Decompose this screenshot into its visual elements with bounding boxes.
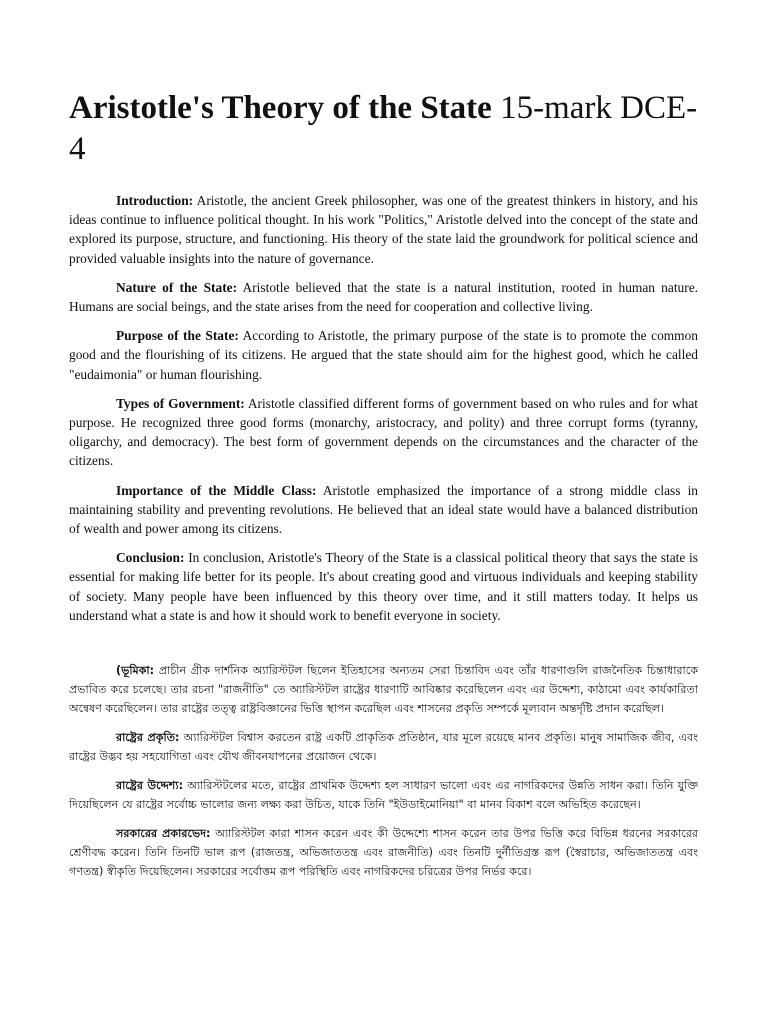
title-main: Aristotle's Theory of the State <box>69 90 492 126</box>
paragraph-heading: Nature of the State: <box>116 279 238 295</box>
paragraph-heading: Importance of the Middle Class: <box>116 482 317 498</box>
bengali-paragraph-introduction <box>69 661 698 718</box>
paragraph-body: Aristotle emphasized the importance of a strong middle class in maintaining stability and preventing revolutions. He believed that an ideal state would have a balanced distribution of wealth and power among its citizens. <box>69 482 698 537</box>
bengali-paragraph-heading: রাষ্ট্রের উদ্দেশ্য: <box>116 779 184 793</box>
paragraph-nature-of-state <box>69 278 698 316</box>
bengali-paragraph-purpose-of-state <box>69 776 698 814</box>
paragraph-heading: Purpose of the State: <box>116 328 239 344</box>
bengali-paragraph-heading: (ভূমিকা: <box>116 664 155 678</box>
bengali-paragraph-nature-of-state <box>69 728 698 766</box>
paragraph-middle-class <box>69 481 698 539</box>
bengali-paragraph-body: অ্যারিস্টটল কারা শাসন করেন এবং কী উদ্দেশ্যে শাসন করেন তার উপর ভিত্তি করে বিভিন্ন ধরনের সরকারের শ্রেণীবদ্ধ করেন। তিনি তিনটি ভাল রূপ (রাজতন্ত্র, অভিজাততন্ত্র এবং রাজনীতি) এবং তিনটি দুর্নীতিগ্রস্ত রূপ (স্বৈরাচার, অভিজাততন্ত্র এবং গণতন্ত্র) স্বীকৃতি দিয়েছিলেন। সরকারের সর্বোত্তম রূপ পরিস্থিতি এবং নাগরিকদের চরিত্রের উপর নির্ভর করে। <box>69 827 698 879</box>
bengali-paragraph-heading: রাষ্ট্রের প্রকৃতি: <box>116 731 180 745</box>
section-spacer <box>69 635 698 661</box>
bengali-paragraph-body: প্রাচীন গ্রীক দার্শনিক অ্যারিস্টটল ছিলেন ইতিহাসের অন্যতম সেরা চিন্তাবিদ এবং তাঁর ধারণাগুলি রাজনৈতিক চিন্তাধারাকে প্রভাবিত করে চলেছে। তার রচনা "রাজনীতি" তে অ্যারিস্টটল রাষ্ট্রের ধারণাটি আবিষ্কার করেছিলেন এবং এর উদ্দেশ্য, কাঠামো এবং কার্যকারিতা অন্বেষণ করেছিলেন। তার রাষ্ট্রের তত্ত্ব রাষ্ট্রবিজ্ঞানের ভিত্তি স্থাপন করেছিল এবং শাসনের প্রকৃতি সম্পর্কে মূল্যবান অন্তর্দৃষ্টি প্রদান করেছিল। <box>69 664 698 716</box>
paragraph-heading: Types of Government: <box>116 395 245 411</box>
paragraph-types-of-government <box>69 394 698 471</box>
paragraph-body: Aristotle, the ancient Greek philosopher, was one of the greatest thinkers in history, and his ideas continue to influence political thought. In his work "Politics," Aristotle delved into the concept of the state and explored its purpose, structure, and functioning. His theory of the state laid the groundwork for political science and provided valuable insights into the nature of governance. <box>69 193 698 266</box>
paragraph-heading: Introduction: <box>116 193 194 208</box>
paragraph-body: Aristotle classified different forms of government based on who rules and for what purpose. He recognized three good forms (monarchy, aristocracy, and polity) and three corrupt forms (tyranny, oligarchy, and democracy). The best form of government depends on the circumstances and the character of the citizens. <box>69 395 698 469</box>
paragraph-introduction <box>69 191 698 268</box>
paragraph-purpose-of-state <box>69 326 698 384</box>
paragraph-heading: Conclusion: <box>116 550 185 566</box>
paragraph-conclusion <box>69 548 698 625</box>
document-title <box>69 88 698 170</box>
bengali-paragraph-heading: সরকারের প্রকারভেদ: <box>116 827 211 841</box>
paragraph-body: In conclusion, Aristotle's Theory of the State is a classical political theory that says the state is essential for making life better for its people. It's about creating good and virtuous individuals and keeping stability of society. Many people have been influenced by this theory over time, and it still matters today. It helps us understand what a state is and how it should work to benefit everyone in society. <box>69 550 698 623</box>
bengali-paragraph-body: অ্যারিস্টটলের মতে, রাষ্ট্রের প্রাথমিক উদ্দেশ্য হল সাধারণ ভালো এবং এর নাগরিকদের উন্নতি সাধন করা। তিনি যুক্তি দিয়েছিলেন যে রাষ্ট্রের সর্বোচ্চ ভালোর জন্য লক্ষ্য করা উচিত, যাকে তিনি "ইউডাইমোনিয়া" বা মানব বিকাশ বলে অভিহিত করেছেন। <box>69 779 698 812</box>
title-suffix: 15-mark DCE-4 <box>69 90 698 167</box>
paragraph-body: Aristotle believed that the state is a natural institution, rooted in human nature. Humans are social beings, and the state arises from the need for cooperation and collective living. <box>69 279 698 315</box>
bengali-paragraph-types-of-government <box>69 824 698 881</box>
paragraph-body: According to Aristotle, the primary purpose of the state is to promote the common good and the flourishing of its citizens. He argued that the state should aim for the highest good, which he called "eudaimonia" or human flourishing. <box>69 328 698 382</box>
bengali-paragraph-body: অ্যারিস্টটল বিশ্বাস করতেন রাষ্ট্র একটি প্রাকৃতিক প্রতিষ্ঠান, যার মূলে রয়েছে মানব প্রকৃতি। মানুষ সামাজিক জীব, এবং রাষ্ট্রের উদ্ভব হয় সহযোগিতা এবং যৌথ জীবনযাপনের প্রয়োজন থেকে। <box>69 731 698 764</box>
